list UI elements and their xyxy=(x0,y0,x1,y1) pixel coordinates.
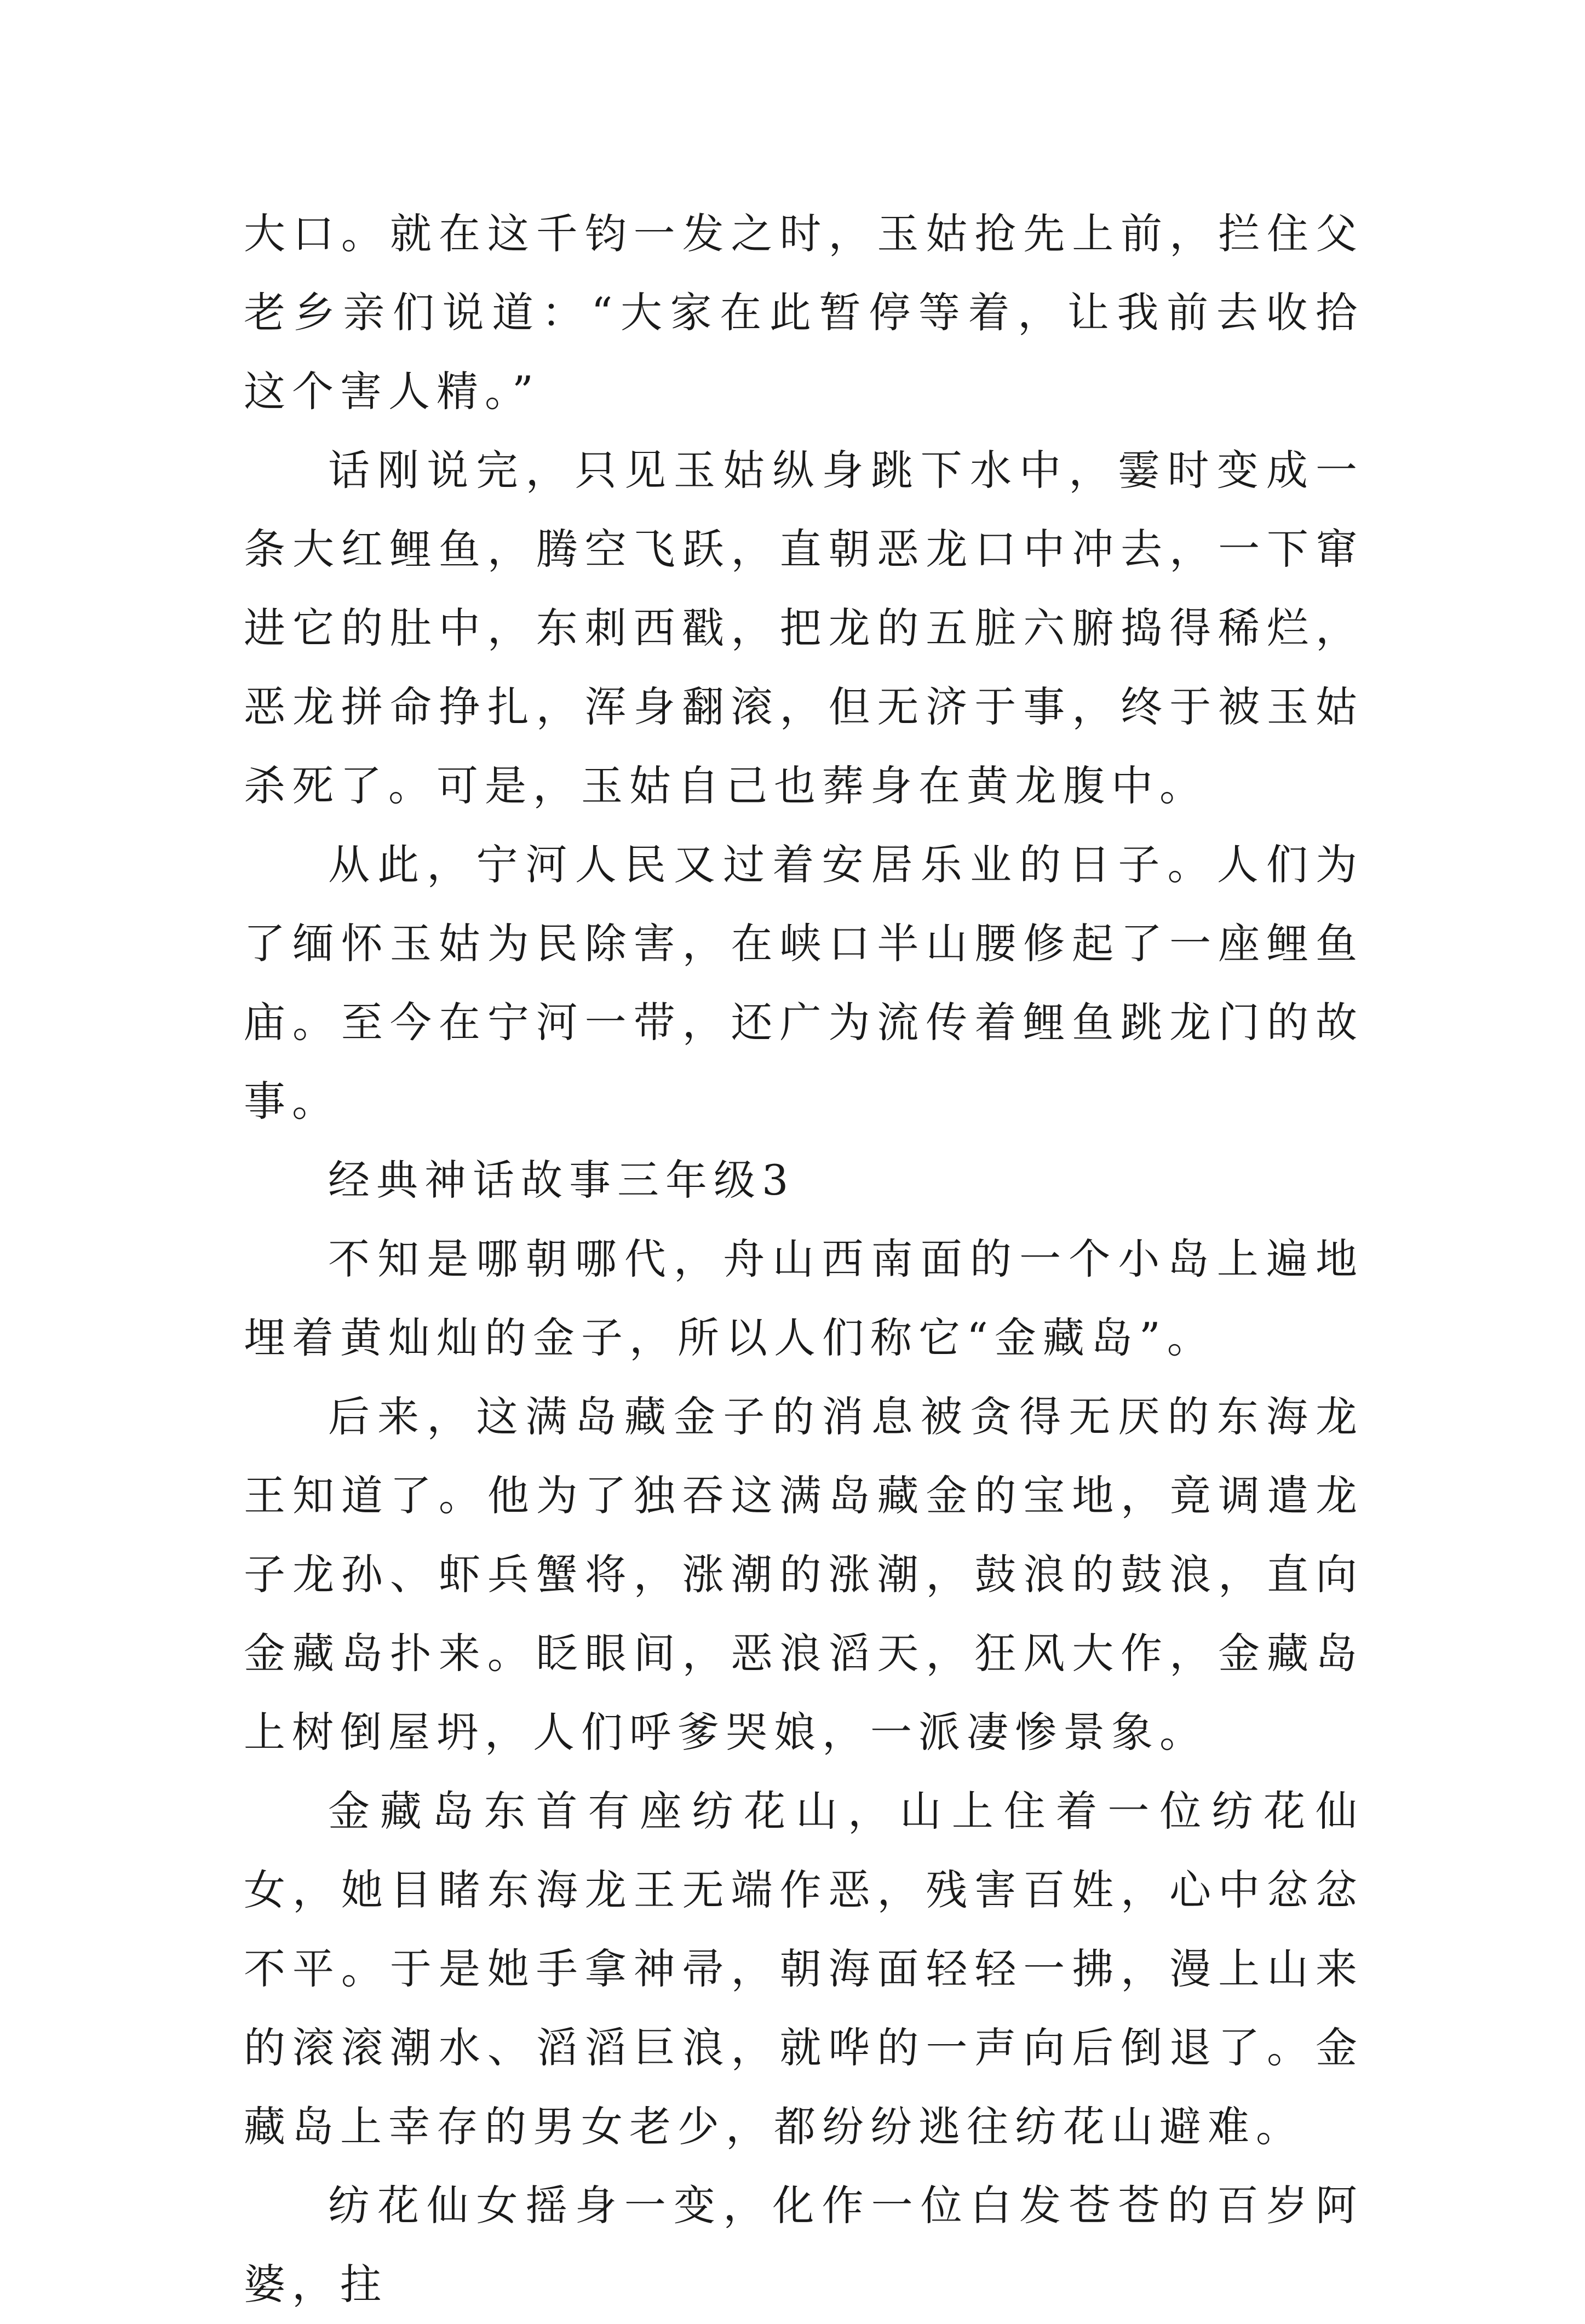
paragraph: 金藏岛东首有座纺花山，山上住着一位纺花仙女，她目睹东海龙王无端作恶，残害百姓，心中忿忿不平。于是她手拿神帚，朝海面轻轻一拂，漫上山来的滚滚潮水、滔滔巨浪，就哗的一声向后倒退了。金藏岛上幸存的男女老少，都纷纷逃往纺花山避难。 xyxy=(244,1787,1364,2151)
paragraph: 纺花仙女摇身一变，化作一位白发苍苍的百岁阿婆，拄 xyxy=(244,2181,1364,2309)
body-text xyxy=(244,194,1364,2324)
paragraph: 不知是哪朝哪代，舟山西南面的一个小岛上遍地埋着黄灿灿的金子，所以人们称它“金藏岛”。 xyxy=(244,1235,1364,1362)
paragraph: 后来，这满岛藏金子的消息被贪得无厌的东海龙王知道了。他为了独吞这满岛藏金的宝地，竟调遣龙子龙孙、虾兵蟹将，涨潮的涨潮，鼓浪的鼓浪，直向金藏岛扑来。眨眼间，恶浪滔天，狂风大作，金藏岛上树倒屋坍，人们呼爹哭娘，一派凄惨景象。 xyxy=(244,1392,1364,1757)
section-heading: 经典神话故事三年级3 xyxy=(328,1156,795,1204)
paragraph: 大口。就在这千钧一发之时，玉姑抢先上前，拦住父老乡亲们说道：“大家在此暂停等着，让我前去收拾这个害人精。” xyxy=(244,209,1364,416)
paragraph: 话刚说完，只见玉姑纵身跳下水中，霎时变成一条大红鲤鱼，腾空飞跃，直朝恶龙口中冲去，一下窜进它的肚中，东刺西戳，把龙的五脏六腑捣得稀烂，恶龙拼命挣扎，浑身翻滚，但无济于事，终于被玉姑杀死了。可是，玉姑自己也葬身在黄龙腹中。 xyxy=(244,446,1364,810)
paragraph: 从此，宁河人民又过着安居乐业的日子。人们为了缅怀玉姑为民除害，在峡口半山腰修起了一座鲤鱼庙。至今在宁河一带，还广为流传着鲤鱼跳龙门的故事。 xyxy=(244,840,1364,1126)
